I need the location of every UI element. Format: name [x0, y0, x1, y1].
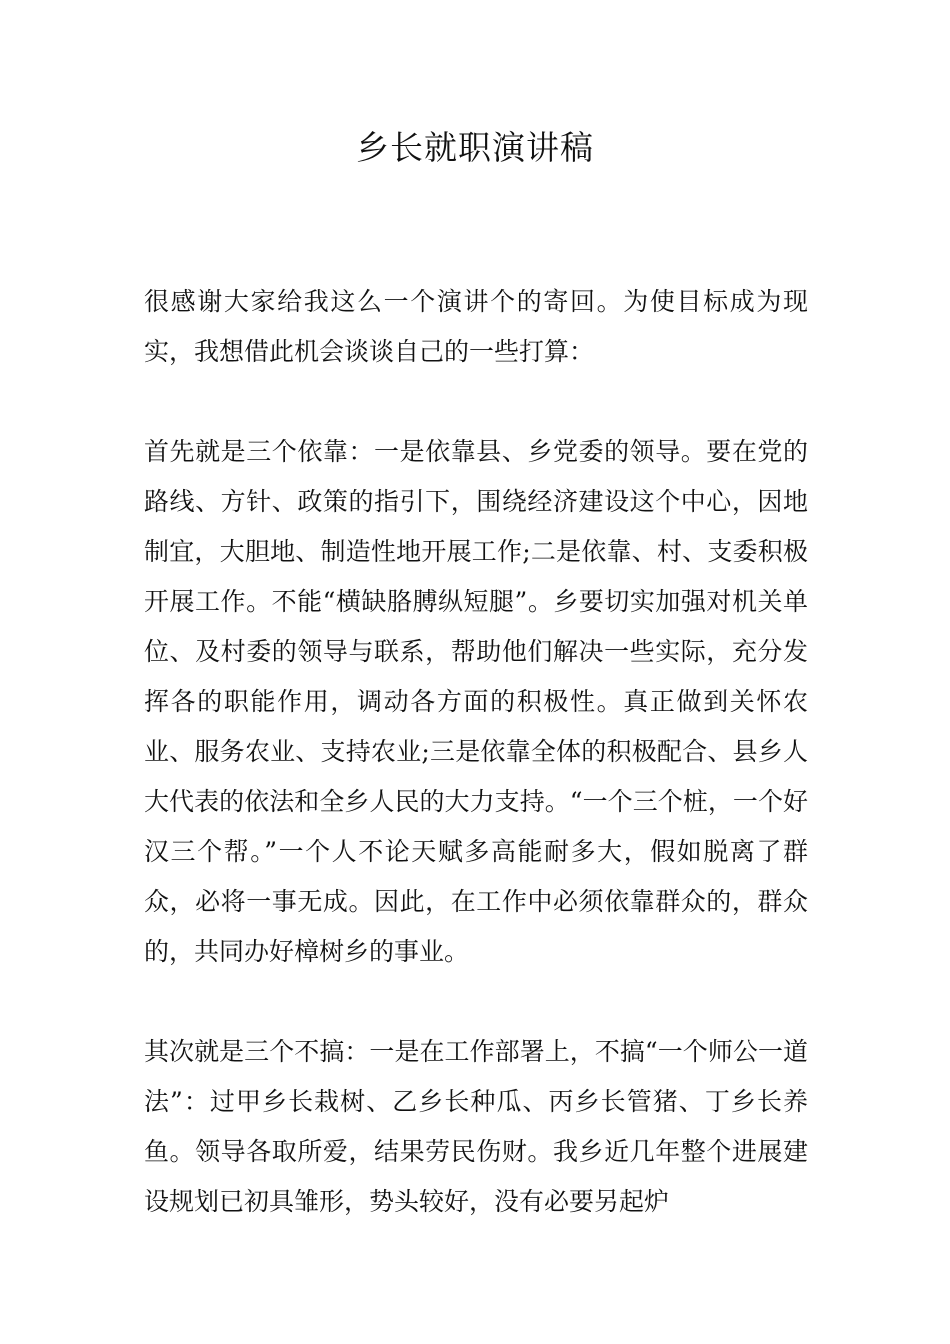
paragraph-three-reliances: 首先就是三个依靠：一是依靠县、乡党委的领导。要在党的路线、方针、政策的指引下，围绕经济建设这个中心，因地制宜，大胆地、制造性地开展工作;二是依靠、村、支委积极开展工作。不能“横缺胳膊纵短腿”。乡要切实加强对机关单位、及村委的领导与联系，帮助他们解决一些实际，充分发挥各的职能作用，调动各方面的积极性。真正做到关怀农业、服务农业、支持农业;三是依靠全体的积极配合、县乡人大代表的依法和全乡人民的大力支持。“一个三个桩，一个好汉三个帮。”一个人不论天赋多高能耐多大，假如脱离了群众，必将一事无成。因此，在工作中必须依靠群众的，群众的，共同办好樟树乡的事业。: [144, 437, 808, 966]
paragraph-three-nots: 其次就是三个不搞：一是在工作部署上，不搞“一个师公一道法”：过甲乡长栽树、乙乡长种瓜、丙乡长管猪、丁乡长养鱼。领导各取所爱，结果劳民伤财。我乡近几年整个进展建设规划已初具雏形，势头较好，没有必要另起炉: [144, 1037, 808, 1216]
document-title: 乡长就职演讲稿: [356, 128, 594, 167]
document-body: [144, 277, 808, 1277]
paragraph-intro: 很感谢大家给我这么一个演讲个的寄回。为使目标成为现实，我想借此机会谈谈自己的一些打算：: [144, 287, 808, 366]
